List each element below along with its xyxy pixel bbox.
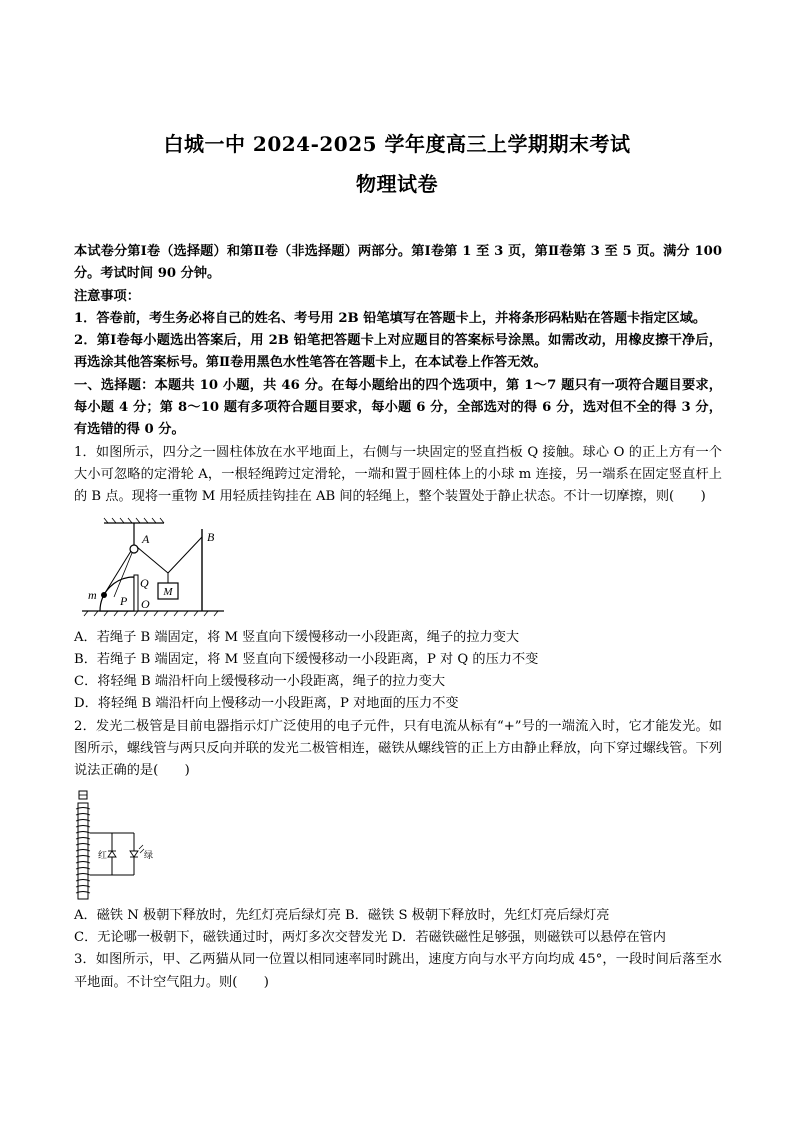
question-1-option-b: B．若绳子 B 端固定，将 M 竖直向下缓慢移动一小段距离，P 对 Q 的压力不变: [74, 651, 539, 667]
fig1-label-B: B: [207, 529, 215, 544]
question-2-options-row-1: A．磁铁 N 极朝下释放时，先红灯亮后绿灯亮 B．磁铁 S 极朝下释放时，先红灯亮后绿灯亮: [74, 907, 610, 923]
fig1-label-A: A: [142, 531, 150, 546]
fig1-label-M: M: [163, 585, 173, 598]
fig1-label-m: m: [88, 587, 97, 602]
question-2-options-row-2: C．无论哪一极朝下，磁铁通过时，两灯多次交替发光 D．若磁铁磁性足够强，则磁铁可以悬停在管内: [74, 929, 666, 945]
question-1-option-a: A．若绳子 B 端固定，将 M 竖直向下缓慢移动一小段距离，绳子的拉力变大: [74, 629, 520, 645]
notice-heading: 注意事项：: [74, 288, 140, 304]
question-2-stem: 2．发光二极管是目前电器指示灯广泛使用的电子元件，只有电流从标有“+”号的一端流入时，它才能发光。如图所示，螺线管与两只反向并联的发光二极管相连，磁铁从螺线管的正上方由静止释放，向下穿过螺线管。下列说法正确的是( ): [74, 718, 722, 779]
exam-content: [74, 241, 722, 994]
exam-subtitle: 物理试卷: [356, 172, 438, 196]
question-3-stem: 3．如图所示，甲、乙两猫从同一位置以相同速率同时跳出，速度方向与水平方向均成 45°，一段时间后落至水平地面。不计空气阻力。则( ): [74, 952, 722, 990]
fig1-label-Q: Q: [140, 575, 149, 590]
notice-item-1: 1．答卷前，考生务必将自己的姓名、考号用 2B 铅笔填写在答题卡上，并将条形码粘贴在答题卡指定区域。: [74, 310, 707, 326]
question-2-figure: [74, 789, 174, 901]
fig2-label-green: 绿: [144, 850, 154, 861]
fig1-label-O: O: [141, 596, 150, 611]
section-heading: 一、选择题：本题共 10 小题，共 46 分。在每小题给出的四个选项中，第 1～7 题只有一项符合题目要求，每小题 4 分；第 8～10 题有多项符合题目要求，每小题 6 分，全部选对的得 6 分，选对但不全的得 3 分，有选错的得 0 分。: [74, 377, 722, 438]
exam-title: 白城一中 2024-2025 学年度高三上学期期末考试: [163, 132, 631, 156]
fig1-label-P: P: [120, 593, 128, 608]
question-1-figure: [74, 515, 234, 623]
notice-item-2: 2．第Ⅰ卷每小题选出答案后，用 2B 铅笔把答题卡上对应题目的答案标号涂黑。如需改动，用橡皮擦干净后，再选涂其他答案标号。第Ⅱ卷用黑色水性笔答在答题卡上，在本试卷上作答无效。: [74, 333, 722, 371]
intro-paragraph: 本试卷分第Ⅰ卷（选择题）和第Ⅱ卷（非选择题）两部分。第Ⅰ卷第 1 至 3 页，第Ⅱ卷第 3 至 5 页。满分 100 分。考试时间 90 分钟。: [74, 244, 722, 282]
question-1-option-d: D．将轻绳 B 端沿杆向上慢移动一小段距离，P 对地面的压力不变: [74, 696, 459, 712]
question-1-option-c: C．将轻绳 B 端沿杆向上缓慢移动一小段距离，绳子的拉力变大: [74, 674, 446, 690]
fig2-label-red: 红: [98, 850, 108, 861]
question-1-stem: 1．如图所示，四分之一圆柱体放在水平地面上，右侧与一块固定的竖直挡板 Q 接触。球心 O 的正上方有一个大小可忽略的定滑轮 A，一根轻绳跨过定滑轮，一端和置于圆柱体上的小球 m 连接，另一端系在固定竖直杆上的 B 点。现将一重物 M 用轻质挂钩挂在 AB 间的轻绳上，整个装置处于静止状态。不计一切摩擦，则( ): [74, 444, 722, 505]
